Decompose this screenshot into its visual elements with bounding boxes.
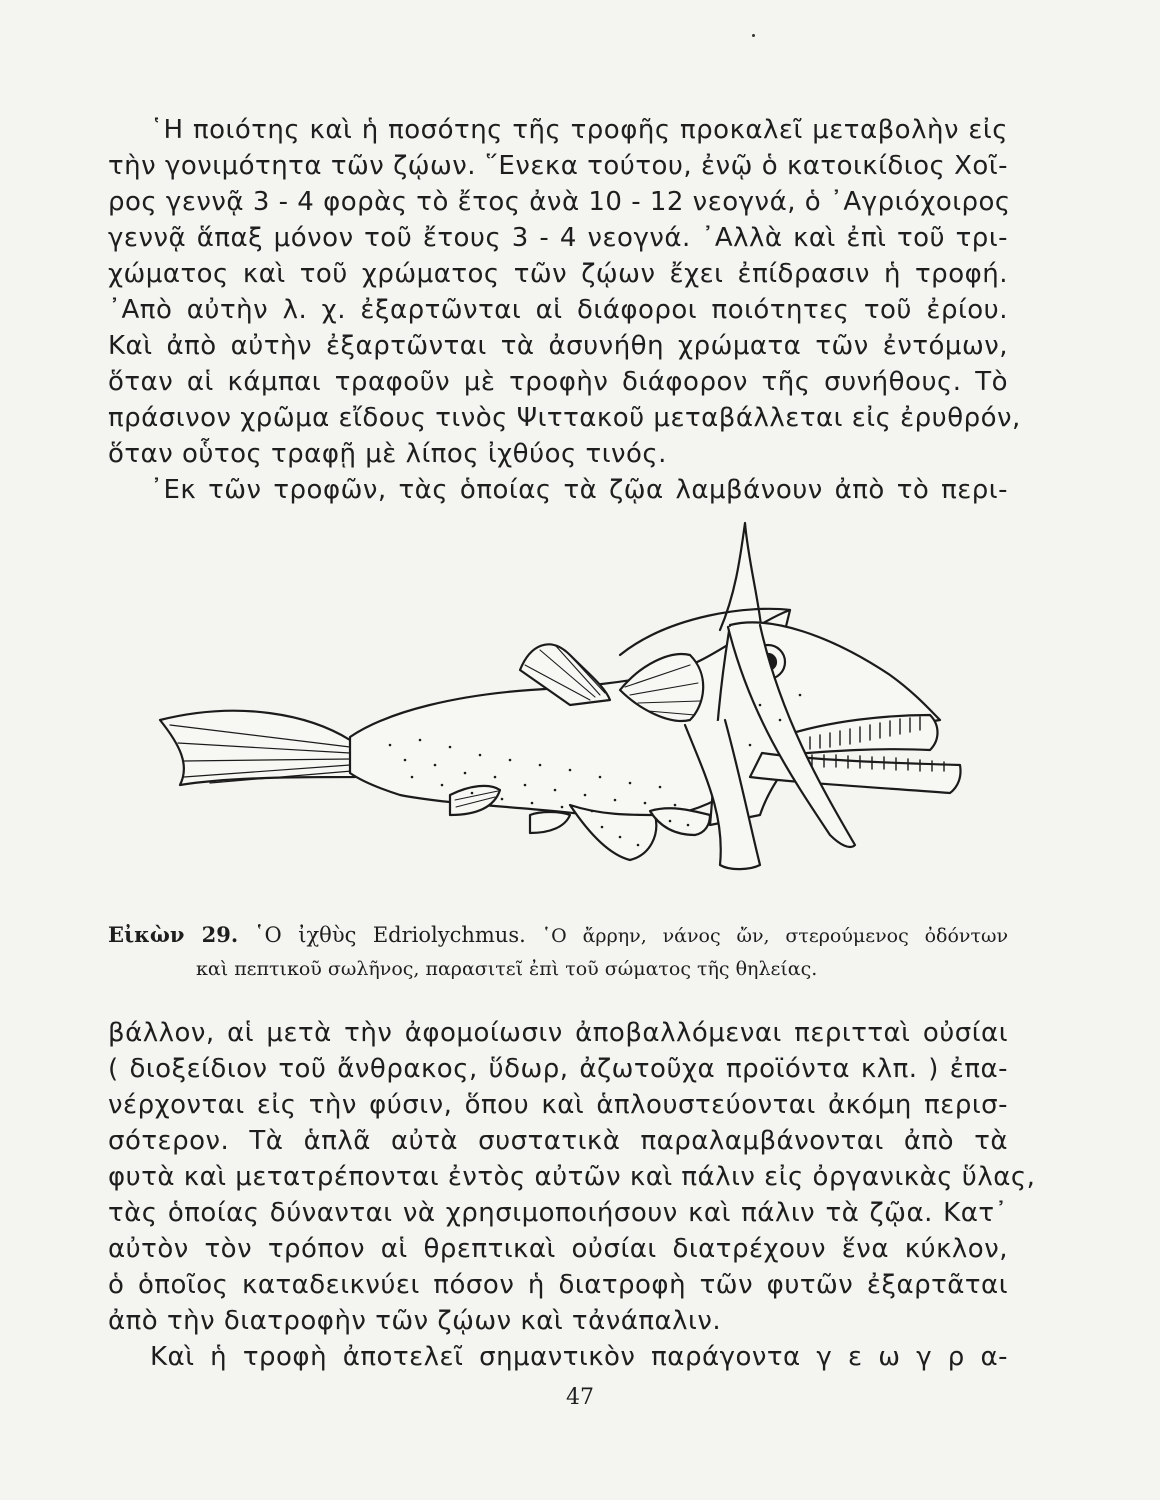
caption-line: καὶ πεπτικοῦ σωλῆνος, παρασιτεῖ ἐπὶ τοῦ σώματος τῆς θηλείας. [196,958,818,980]
text-line: χώματος καὶ τοῦ χρώματος τῶν ζῴων ἔχει ἐπίδρασιν ἡ τροφή. [108,259,1008,289]
paragraph-top [108,112,1021,508]
text-line: ἀπὸ τὴν διατροφὴν τῶν ζῴων καὶ τἀνάπαλιν. [108,1306,722,1336]
text-line: σότερον. Τὰ ἁπλᾶ αὐτὰ συστατικὰ παραλαμβάνονται ἀπὸ τὰ [108,1126,1008,1156]
text-line: αὐτὸν τὸν τρόπον αἱ θρεπτικαὶ οὐσίαι διατρέχουν ἕνα κύκλον, [108,1234,1008,1264]
text-line: ᾿Εκ τῶν τροφῶν, τὰς ὁποίας τὰ ζῷα λαμβάνουν ἀπὸ τὸ περι- [150,475,1008,505]
text-line: ( διοξείδιον τοῦ ἄνθρακος, ὕδωρ, ἀζωτοῦχα προϊόντα κλπ. ) ἐπα- [108,1054,1008,1084]
page-number: 47 [566,1385,594,1410]
paragraph-bottom [108,1015,1036,1375]
text-line: τὰς ὁποίας δύνανται νὰ χρησιμοποιήσουν καὶ πάλιν τὰ ζῷα. Κατ᾿ [108,1198,1008,1228]
text-line: Καὶ ἡ τροφὴ ἀποτελεῖ σημαντικὸν παράγοντα γ ε ω γ ρ α- [150,1342,1008,1372]
caption-species: ῾Ο ἰχθὺς Edriolychmus. [254,923,526,947]
fish-illustration [150,515,980,895]
text-line: ρος γεννᾷ 3 - 4 φορὰς τὸ ἔτος ἀνὰ 10 - 12 νεογνά, ὁ ᾿Αγριόχοιρος [108,187,1011,217]
text-line: φυτὰ καὶ μετατρέπονται ἐντὸς αὐτῶν καὶ πάλιν εἰς ὀργανικὰς ὕλας, [108,1162,1036,1192]
text-line: τὴν γονιμότητα τῶν ζῴων. ῞Ενεκα τούτου, ἐνῷ ὁ κατοικίδιος Χοῖ- [108,151,1008,181]
text-line: ὁ ὁποῖος καταδεικνύει πόσον ἡ διατροφὴ τῶν φυτῶν ἐξαρτᾶται [108,1270,1008,1300]
caption-label: Εἰκὼν 29. [108,922,239,947]
text-line: βάλλον, αἱ μετὰ τὴν ἀφομοίωσιν ἀποβαλλόμεναι περιτταὶ οὐσίαι [108,1018,1008,1048]
paper-speck [752,34,755,37]
text-line: γεννᾷ ἅπαξ μόνον τοῦ ἔτους 3 - 4 νεογνά. ᾿Αλλὰ καὶ ἐπὶ τοῦ τρι- [108,223,1008,253]
text-line: ᾿Απὸ αὐτὴν λ. χ. ἐξαρτῶνται αἱ διάφοροι ποιότητες τοῦ ἐρίου. [108,295,1008,325]
text-line: Καὶ ἀπὸ αὐτὴν ἐξαρτῶνται τὰ ἀσυνήθη χρώματα τῶν ἐντόμων, [108,331,1008,361]
caption-line [108,918,1008,952]
text-line: ὅταν οὗτος τραφῇ μὲ λίπος ἰχθύος τινός. [108,439,667,469]
caption-text: ῾Ο ἄρρην, νάνος ὤν, στερούμενος ὀδόντων [541,925,1008,947]
text-line: νέρχονται εἰς τὴν φύσιν, ὅπου καὶ ἁπλουστεύονται ἀκόμη περισ- [108,1090,1008,1120]
text-line: πράσινον χρῶμα εἴδους τινὸς Ψιττακοῦ μεταβάλλεται εἰς ἐρυθρόν, [108,403,1021,433]
text-line: ῾Η ποιότης καὶ ἡ ποσότης τῆς τροφῆς προκαλεῖ μεταβολὴν εἰς [150,115,1008,145]
text-line: ὅταν αἱ κάμπαι τραφοῦν μὲ τροφὴν διάφορον τῆς συνήθους. Τὸ [108,367,1008,397]
figure-caption [108,918,1008,986]
